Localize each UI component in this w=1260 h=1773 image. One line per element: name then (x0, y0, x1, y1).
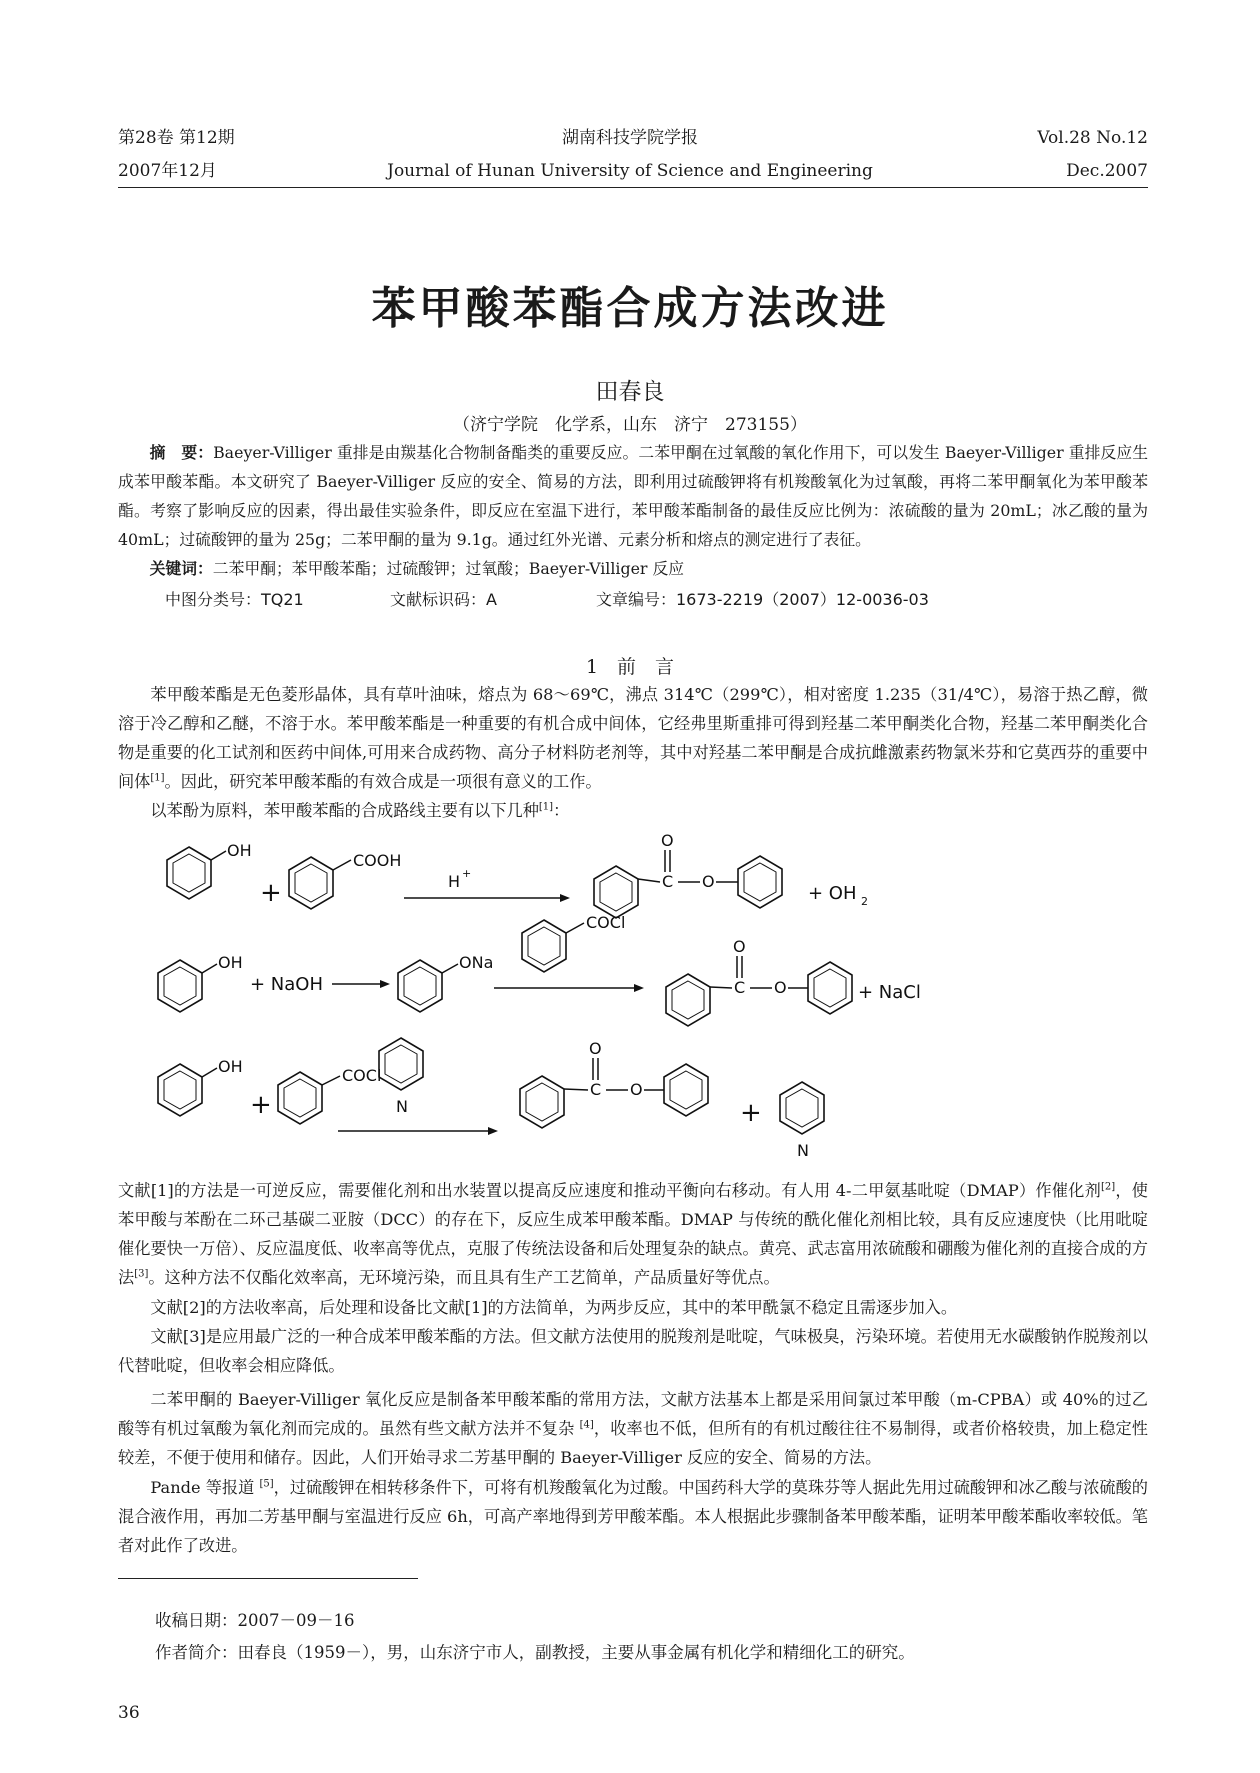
article-title: 苯甲酸苯酯合成方法改进 (371, 283, 889, 334)
journal-title-cn: 湖南科技学院学报 (562, 128, 698, 148)
volume-issue-en: Vol.28 No.12 (1037, 128, 1148, 148)
author-affiliation: （济宁学院 化学系，山东 济宁 273155） (453, 415, 807, 435)
svg-text:O: O (774, 978, 787, 997)
svg-text:N: N (797, 1141, 809, 1160)
svg-text:O: O (661, 831, 674, 850)
keywords (118, 554, 1148, 583)
discussion-paragraph-5: Pande 等报道 [5]，过硫酸钾在相转移条件下，可将有机羧酸氧化为过酸。中国药科大学的莫珠芬等人据此先用过硫酸钾和冰乙酸与浓硫酸的混合液作用，再加二芳基甲酮与室温进行反应 6h，可高产率地得到芳甲酸苯酯。本人根据此步骤制备苯甲酸苯酯，证明苯甲酸苯酯收率较低。笔者对此作了改进。 (118, 1478, 1148, 1555)
author-bio: 作者简介：田春良（1959－），男，山东济宁市人，副教授，主要从事金属有机化学和精细化工的研究。 (155, 1643, 915, 1662)
benzoic-acid-structure (289, 851, 401, 909)
page-number: 36 (118, 1703, 140, 1723)
keywords-label: 关键词： (149, 559, 213, 578)
volume-issue-cn: 第28卷 第12期 (118, 128, 235, 148)
document-code: 文献标识码：A (390, 590, 497, 609)
clc-number: 中图分类号：TQ21 (165, 590, 304, 609)
svg-text:O: O (630, 1080, 643, 1099)
svg-text:C: C (662, 872, 674, 891)
discussion-paragraph-4: 二苯甲酮的 Baeyer-Villiger 氧化反应是制备苯甲酸苯酯的常用方法，文献方法基本上都是采用间氯过苯甲酸（m-CPBA）或 40%的过乙酸等有机过氧酸为氧化剂而完成的。虽然有些文献方法并不复杂 [4]，收率也不低，但所有的有机过酸往往不易制得，或者价格较贵，加上稳定性较差，不便于使用和储存。因此，人们开始寻求二芳基甲酮的 Baeyer-Villiger 反应的安全、简易的方法。 (118, 1390, 1148, 1467)
sodium-hydroxide-reagent: + NaOH (250, 974, 324, 995)
journal-title-en: Journal of Hunan University of Science and Engineering (387, 161, 873, 181)
phenol-structure-3 (158, 1057, 243, 1116)
phenyl-benzoate-structure-2 (666, 937, 852, 1026)
sodium-phenoxide-structure (398, 953, 493, 1012)
water-product: + OH (808, 883, 857, 904)
svg-text:2: 2 (861, 895, 868, 908)
plus-sign-3: + (740, 1098, 762, 1128)
svg-text:OH: OH (218, 953, 243, 972)
sodium-chloride-product: + NaCl (858, 982, 921, 1003)
keywords-text: 二苯甲酮；苯甲酸苯酯；过硫酸钾；过氧酸；Baeyer-Villiger 反应 (212, 559, 685, 578)
svg-text:C: C (590, 1080, 602, 1099)
phenol-structure-2 (158, 953, 243, 1012)
article-number: 文章编号：1673-2219（2007）12-0036-03 (596, 590, 929, 609)
received-date: 收稿日期：2007－09－16 (155, 1611, 355, 1630)
abstract (118, 438, 1148, 554)
svg-text:+: + (462, 867, 472, 880)
intro-paragraph-1: 苯甲酸苯酯是无色菱形晶体，具有草叶油味，熔点为 68～69℃，沸点 314℃（299℃），相对密度 1.235（31/4℃），易溶于热乙醇，微溶于冷乙醇和乙醚，不溶于水。苯甲酸苯酯是一种重要的有机合成中间体，它经弗里斯重排可得到羟基二苯甲酮类化合物，羟基二苯甲酮类化合物是重要的化工试剂和医药中间体,可用来合成药物、高分子材料防老剂等，其中对羟基二苯甲酮是合成抗雌激素药物氯米芬和它莫西芬的重要中间体[1]。因此，研究苯甲酸苯酯的有效合成是一项很有意义的工作。 (118, 685, 1148, 791)
author-name: 田春良 (595, 379, 665, 405)
date-en: Dec.2007 (1066, 161, 1148, 181)
svg-text:OH: OH (218, 1057, 243, 1076)
abstract-text: Baeyer-Villiger 重排是由羰基化合物制备酯类的重要反应。二苯甲酮在过氧酸的氧化作用下，可以发生 Baeyer-Villiger 重排反应生成苯甲酸苯酯。本文研究了 Baeyer-Villiger 反应的安全、简易的方法，即利用过硫酸钾将有机羧酸氧化为过氧酸，再将二苯甲酮氧化为苯甲酸苯酯。考察了影响反应的因素，得出最佳实验条件，即反应在室温下进行，苯甲酸苯酯制备的最佳反应比例为：浓硫酸的量为 20mL；冰乙酸的量为 40mL；过硫酸钾的量为 25g；二苯甲酮的量为 9.1g。通过红外光谱、元素分析和熔点的测定进行了表征。 (118, 443, 1148, 549)
intro-paragraph-2: 以苯酚为原料，苯甲酸苯酯的合成路线主要有以下几种[1]： (150, 801, 570, 820)
phenyl-benzoate-structure-3 (520, 1039, 708, 1128)
svg-text:ONa: ONa (459, 953, 494, 972)
svg-text:OH: OH (227, 841, 252, 860)
acid-catalyst-label: H (448, 872, 461, 891)
phenyl-benzoate-structure-1 (594, 831, 782, 918)
svg-text:O: O (589, 1039, 602, 1058)
header-rule (118, 187, 1148, 188)
benzoyl-chloride-structure-1 (522, 913, 625, 972)
date-cn: 2007年12月 (118, 161, 217, 181)
svg-text:COCl: COCl (586, 913, 626, 932)
benzoyl-chloride-structure-2 (278, 1066, 381, 1124)
discussion-paragraph-2: 文献[2]的方法收率高，后处理和设备比文献[1]的方法简单，为两步反应，其中的苯甲酰氯不稳定且需逐步加入。 (150, 1298, 958, 1317)
discussion-paragraph-3: 文献[3]是应用最广泛的一种合成苯甲酸苯酯的方法。但文献方法使用的脱羧剂是吡啶，气味极臭，污染环境。若使用无水碳酸钠作脱羧剂以代替吡啶，但收率会相应降低。 (118, 1327, 1148, 1375)
svg-text:COCl: COCl (342, 1066, 382, 1085)
abstract-label: 摘 要： (149, 443, 214, 462)
svg-text:C: C (734, 978, 746, 997)
svg-text:O: O (733, 937, 746, 956)
svg-text:COOH: COOH (353, 851, 402, 870)
discussion-paragraph-1: 文献[1]的方法是一可逆反应，需要催化剂和出水装置以提高反应速度和推动平衡向右移动。有人用 4-二甲氨基吡啶（DMAP）作催化剂[2]，使苯甲酸与苯酚在二环己基碳二亚胺（DCC）的存在下，反应生成苯甲酸苯酯。DMAP 与传统的酰化催化剂相比较，具有反应速度快（比用吡啶催化要快一万倍）、反应温度低、收率高等优点，克服了传统法设备和后处理复杂的缺点。黄亮、武志富用浓硫酸和硼酸为催化剂的直接合成的方法[3]。这种方法不仅酯化效率高，无环境污染，而且具有生产工艺简单，产品质量好等优点。 (118, 1181, 1148, 1287)
svg-text:N: N (396, 1097, 408, 1116)
section-heading: 1 前 言 (585, 656, 675, 678)
plus-sign: + (260, 878, 282, 908)
phenol-structure-1 (167, 841, 252, 899)
pyridine-product-structure (780, 1082, 824, 1160)
pyridine-catalyst-structure (379, 1038, 423, 1116)
plus-sign-2: + (250, 1090, 272, 1120)
footnote-rule (118, 1578, 418, 1579)
reaction-scheme (118, 826, 1148, 1171)
svg-text:O: O (702, 872, 715, 891)
